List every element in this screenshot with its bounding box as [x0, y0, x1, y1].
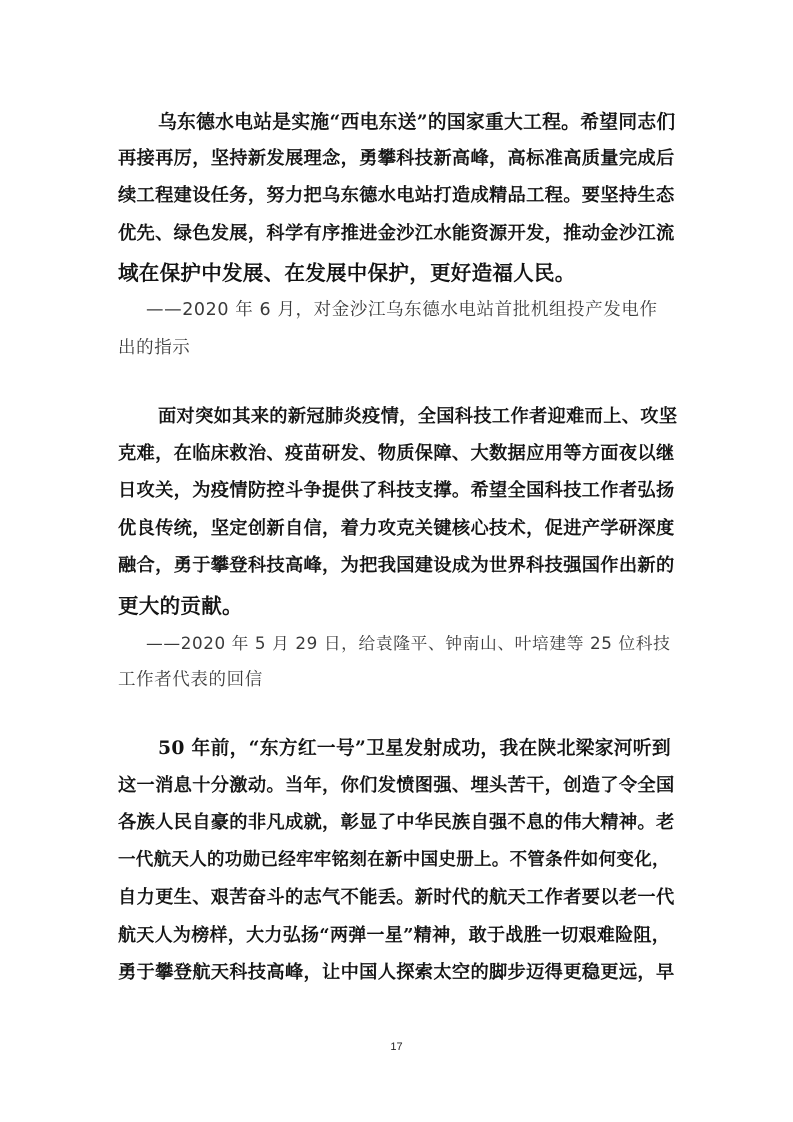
quote-line: 续工程建设任务，努力把乌东德水电站打造成精品工程。要坚持生态 — [118, 185, 675, 206]
quote-line: 融合，勇于攀登科技高峰，为把我国建设成为世界科技强国作出新的 — [118, 555, 675, 576]
quote-source: 出的指示 — [118, 338, 191, 358]
quote-line: 优先、绿色发展，科学有序推进金沙江水能资源开发，推动金沙江流 — [118, 223, 675, 244]
page-number: 17 — [390, 1041, 403, 1053]
quote-line: 再接再厉，坚持新发展理念，勇攀科技新高峰，高标准高质量完成后 — [118, 148, 675, 169]
quote-line: 面对突如其来的新冠肺炎疫情，全国科技工作者迎难而上、攻坚 — [158, 406, 678, 427]
quote-line: 各族人民自豪的非凡成就，彰显了中华民族自强不息的伟大精神。老 — [118, 812, 675, 833]
quote-line: 日攻关，为疫情防控斗争提供了科技支撑。希望全国科技工作者弘扬 — [118, 480, 675, 501]
quote-source: 工作者代表的回信 — [118, 670, 263, 690]
quote-source: ——2020 年 6 月，对金沙江乌东德水电站首批机组投产发电作 — [146, 300, 658, 320]
quote-line: 域在保护中发展、在发展中保护，更好造福人民。 — [118, 261, 576, 285]
quote-line: 航天人为榜样，大力弘扬“两弹一星”精神，敢于战胜一切艰难险阻， — [118, 925, 671, 946]
quote-line: 更大的贡献。 — [118, 594, 243, 618]
quote-line: 勇于攀登航天科技高峰，让中国人探索太空的脚步迈得更稳更远，早 — [118, 962, 675, 983]
quote-line: 乌东德水电站是实施“西电东送”的国家重大工程。希望同志们 — [158, 111, 676, 133]
quote-line: 这一消息十分激动。当年，你们发愤图强、埋头苦干，创造了令全国 — [118, 775, 675, 796]
quote-line: 一代航天人的功勋已经牢牢铭刻在新中国史册上。不管条件如何变化， — [118, 850, 670, 870]
quote-line: 50 年前，“东方红一号”卫星发射成功，我在陕北梁家河听到 — [158, 737, 671, 759]
quote-line: 自力更生、艰苦奋斗的志气不能丢。新时代的航天工作者要以老一代 — [118, 887, 675, 908]
quote-source: ——2020 年 5 月 29 日，给袁隆平、钟南山、叶培建等 25 位科技 — [146, 633, 671, 653]
quote-line: 优良传统，坚定创新自信，着力攻克关键核心技术，促进产学研深度 — [118, 518, 675, 539]
quote-line: 克难，在临床救治、疫苗研发、物质保障、大数据应用等方面夜以继 — [118, 443, 675, 464]
